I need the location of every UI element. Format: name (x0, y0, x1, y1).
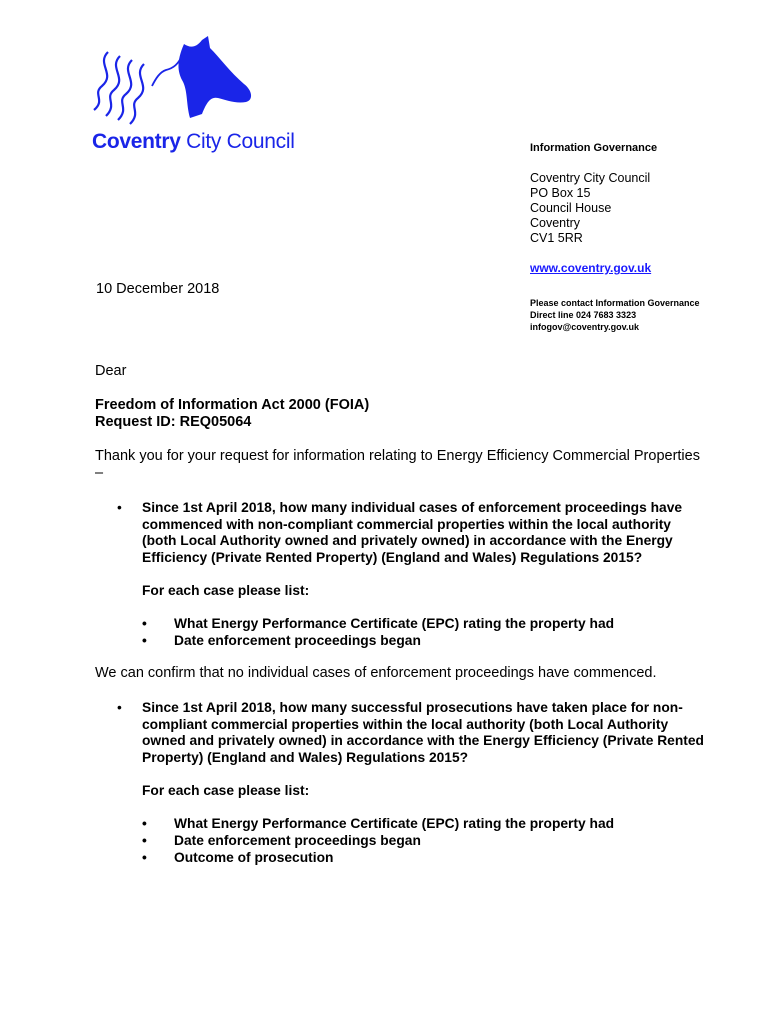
list-instruction: For each case please list: (142, 583, 310, 598)
question-1-items (95, 615, 705, 649)
address-line: CV1 5RR (530, 231, 583, 245)
list-item: • Outcome of prosecution (142, 850, 334, 865)
list-item: • Date enforcement proceedings began (142, 833, 421, 848)
letter-date: 10 December 2018 (96, 281, 220, 297)
horse-head-icon (86, 34, 261, 134)
list-instruction: For each case please list: (142, 783, 310, 798)
department-name: Information Governance (530, 142, 658, 154)
letter-heading: Freedom of Information Act 2000 (FOIA) Request ID: REQ05064 (95, 397, 370, 430)
intro-paragraph: Thank you for your request for information relating to Energy Efficiency Commercial Properties – (95, 448, 700, 481)
bullet: • (117, 700, 122, 715)
list-item: • What Energy Performance Certificate (EPC) rating the property had (142, 616, 615, 631)
bullet: • (117, 500, 122, 515)
contact-phone: Direct line 024 7683 3323 (530, 310, 637, 320)
address-line: Coventry (530, 216, 581, 230)
list-item: • Date enforcement proceedings began (142, 633, 421, 648)
address-line: PO Box 15 (530, 186, 591, 200)
question-2-items (95, 815, 705, 866)
list-item: • What Energy Performance Certificate (EPC) rating the property had (142, 816, 615, 831)
contact-email: infogov@coventry.gov.uk (530, 322, 639, 332)
letter-body (95, 363, 705, 866)
council-logo (86, 34, 316, 159)
question-1: • Since 1st April 2018, how many individual cases of enforcement proceedings have commenced with non-compliant commercial properties within the local authority (both Local Authority owned and privately owned) in accordance with the Energy Efficiency (Private Rented Property) (England and Wales) Regulations 2015? (117, 500, 683, 565)
address-line: Coventry City Council (530, 171, 651, 185)
question-2: • Since 1st April 2018, how many successful prosecutions have taken place for non-compliant commercial properties within the local authority (both Local Authority owned and privately owned) in accordance with the Energy Efficiency (Private Rented Property) (England and Wales) Regulations 2015? (117, 700, 704, 765)
logo-wordmark: Coventry City Council (92, 130, 295, 153)
answer-1: We can confirm that no individual cases of enforcement proceedings have commenced. (95, 665, 657, 681)
contact-block (530, 297, 700, 333)
greeting: Dear (95, 363, 127, 379)
website-link[interactable]: www.coventry.gov.uk (530, 261, 652, 275)
address-line: Council House (530, 201, 612, 215)
contact-line: Please contact Information Governance (530, 298, 700, 308)
sender-address (530, 141, 657, 276)
